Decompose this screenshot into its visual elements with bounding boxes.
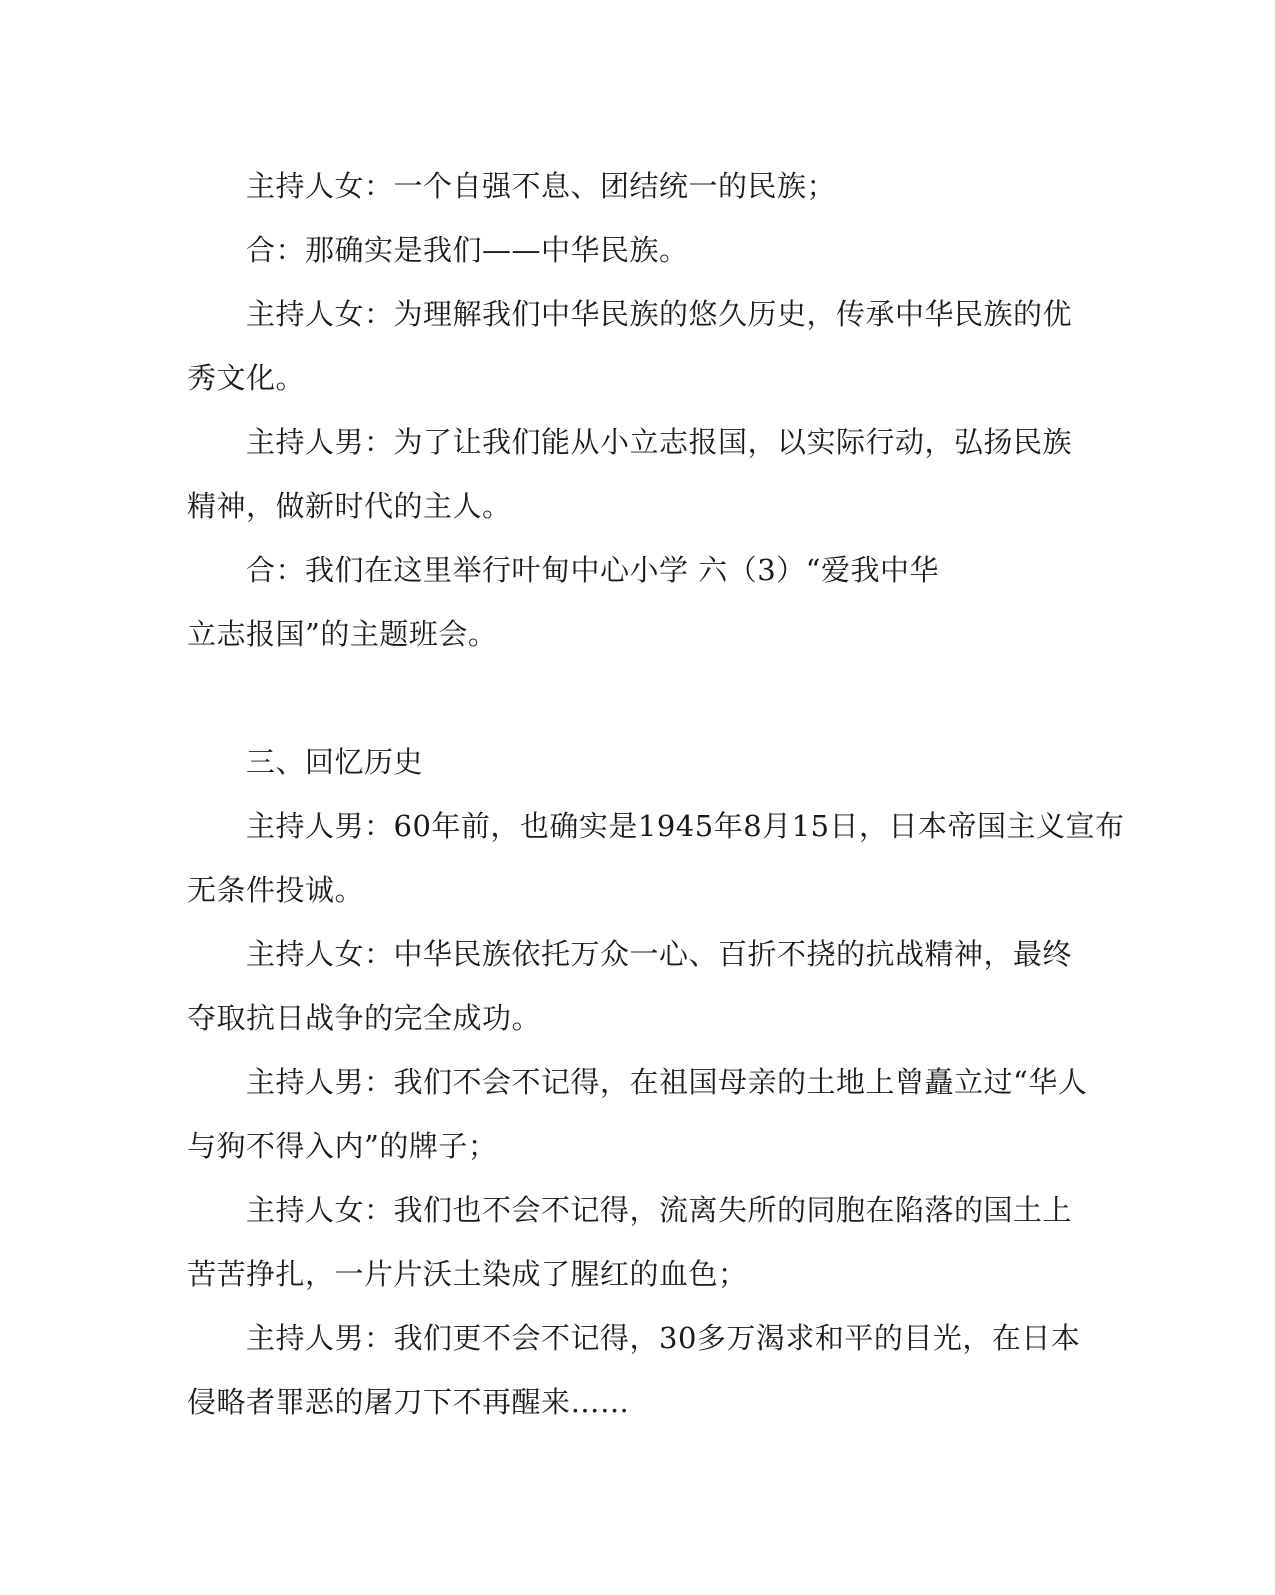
paragraph-host-female-3-cont: 夺取抗日战争的完全成功。 [187,1001,542,1035]
paragraph-together-2: 合：我们在这里举行叶甸中心小学 六（3）“爱我中华 [246,553,939,587]
section-heading: 三、回忆历史 [246,745,424,779]
paragraph-host-female-3: 主持人女：中华民族依托万众一心、百折不挠的抗战精神，最终 [246,937,1073,971]
paragraph-host-female-2-cont: 秀文化。 [187,361,306,395]
paragraph-host-male-3: 主持人男：我们不会不记得，在祖国母亲的土地上曾矗立过“华人 [246,1065,1088,1099]
paragraph-host-female-2: 主持人女：为理解我们中华民族的悠久历史，传承中华民族的优 [246,297,1073,331]
paragraph-host-male-4: 主持人男：我们更不会不记得，30多万渴求和平的目光，在日本 [246,1321,1081,1355]
paragraph-host-male-3-cont: 与狗不得入内”的牌子； [187,1129,498,1163]
paragraph-host-female-4: 主持人女：我们也不会不记得，流离失所的同胞在陷落的国土上 [246,1193,1073,1227]
paragraph-host-male-1: 主持人男：为了让我们能从小立志报国，以实际行动，弘扬民族 [246,425,1073,459]
paragraph-host-female-1: 主持人女：一个自强不息、团结统一的民族； [246,169,837,203]
paragraph-host-male-4-cont: 侵略者罪恶的屠刀下不再醒来…… [187,1385,630,1419]
paragraph-host-male-2-cont: 无条件投诚。 [187,873,365,907]
paragraph-host-male-1-cont: 精神，做新时代的主人。 [187,489,512,523]
paragraph-host-female-4-cont: 苦苦挣扎，一片片沃土染成了腥红的血色； [187,1257,748,1291]
paragraph-host-male-2: 主持人男：60年前，也确实是1945年8月15日，日本帝国主义宣布 [246,809,1125,843]
paragraph-together-1: 合：那确实是我们——中华民族。 [246,233,689,267]
paragraph-together-2-cont: 立志报国”的主题班会。 [187,617,498,651]
